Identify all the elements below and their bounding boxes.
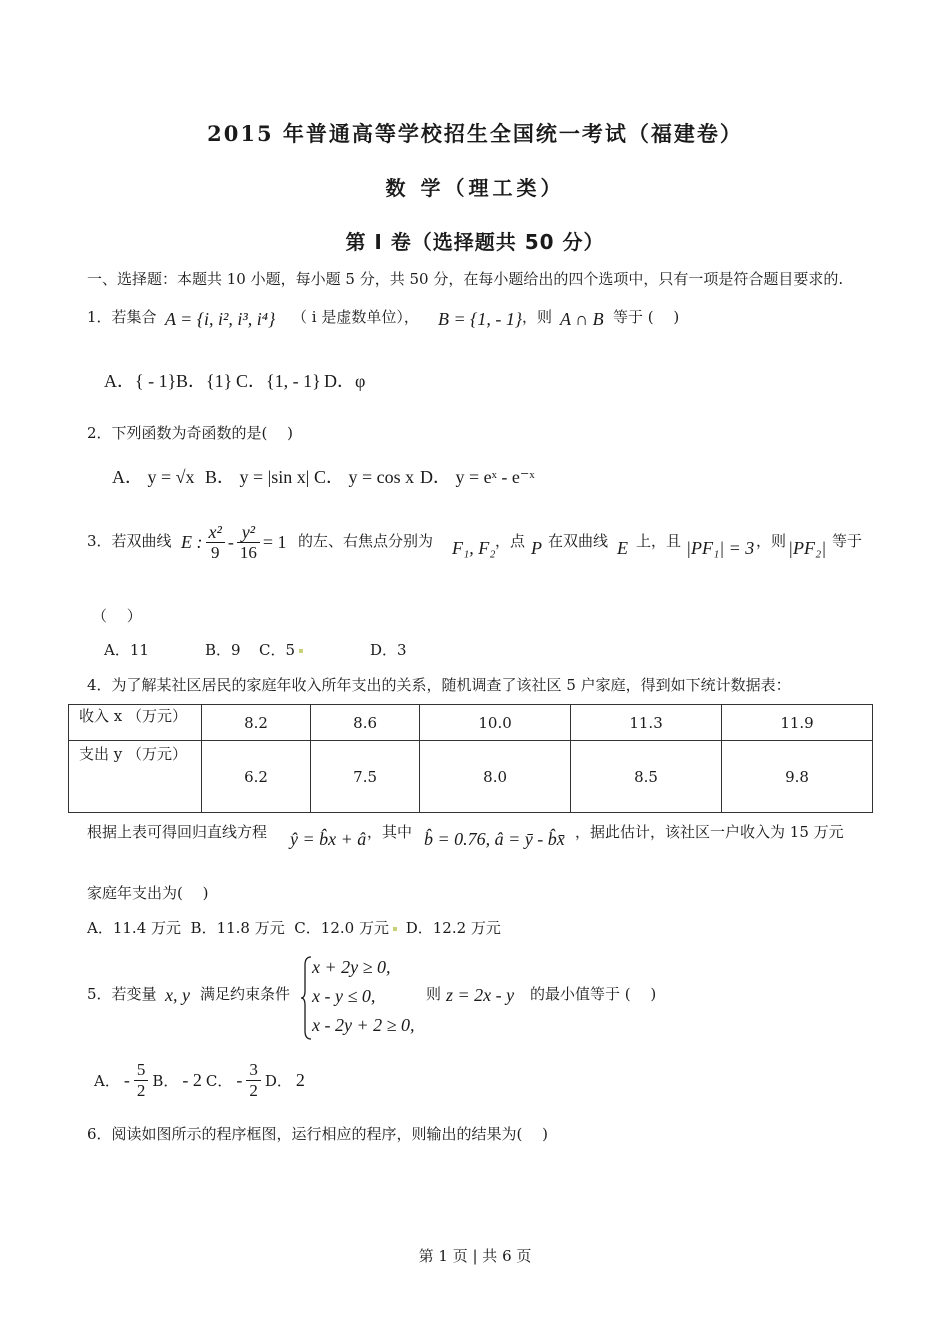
q4-stem: 4．为了解某社区居民的家庭年收入所年支出的关系，随机调查了该社区 5 户家庭，得到如下统计数据表：	[87, 676, 791, 694]
q5-constraint-2: x - y ≤ 0,	[312, 986, 376, 1006]
q5-option-a-sign: -	[123, 1070, 130, 1090]
page-footer: 第 1 页 | 共 6 页	[418, 1247, 532, 1265]
exam-title: 2015 年普通高等学校招生全国统一考试（福建卷）	[207, 121, 743, 146]
q5-options	[94, 1060, 305, 1101]
q5-option-c-sign: -	[236, 1070, 243, 1090]
income-cell: 10.0	[420, 705, 571, 741]
q3-equals-one: = 1	[262, 532, 287, 552]
q1-number: 1．若集合	[87, 308, 157, 326]
q5-option-b-label: B．	[152, 1072, 179, 1090]
q5-variables: x, y	[165, 985, 190, 1005]
q2-option-c: C． y = cos x	[314, 467, 415, 487]
q4-options	[87, 917, 501, 938]
q5-constraint-3: x - 2y + 2 ≥ 0,	[312, 1015, 415, 1035]
q4-regression-equation: ŷ = b̂x + â	[290, 829, 367, 849]
q3-foci: F₁, F₂	[452, 538, 496, 558]
exam-subject: 数 学（理工类）	[385, 176, 565, 200]
q3-paren: （ ）	[92, 607, 142, 625]
q1-note: （ i 是虚数单位），	[292, 308, 419, 326]
q1-intersection: A ∩ B	[560, 309, 604, 329]
q5-option-a-fraction	[134, 1060, 149, 1101]
q3-denominator-16: 16	[239, 543, 257, 562]
q5-option-b-value: - 2	[182, 1070, 202, 1090]
q3-condition: |PF₁| = 3	[686, 538, 755, 558]
q4-data-table	[68, 704, 873, 813]
q3-option-d: D．3	[370, 641, 407, 659]
table-row-expense	[69, 741, 873, 813]
q4-option-d: D．12.2 万元	[405, 919, 501, 937]
q3-option-a: A．11	[104, 641, 149, 659]
q5-option-d-label: D．	[264, 1072, 292, 1090]
scan-artifact-dot	[299, 649, 303, 653]
q3-point-p: P	[531, 538, 542, 558]
income-cell: 11.3	[571, 705, 722, 741]
income-cell: 8.6	[311, 705, 420, 741]
q4-option-b: B．11.8 万元	[190, 919, 285, 937]
q3-text-then: ，则	[756, 532, 787, 550]
expense-cell: 8.5	[571, 741, 722, 813]
q1-option-b: B．{1}	[176, 371, 233, 391]
row-label-expense: 支出 y （万元）	[69, 741, 202, 813]
q5-tail: 的最小值等于 ( )	[530, 985, 657, 1003]
q4-after-text-1: 根据上表可得回归直线方程	[87, 823, 268, 841]
q4-after-text-2: ，其中	[367, 823, 413, 841]
expense-cell: 8.0	[420, 741, 571, 813]
q3-text-point: ，点	[495, 532, 526, 550]
q3-minus: -	[227, 532, 234, 552]
q1-set-b: B = {1, - 1}	[438, 309, 523, 329]
q2-stem: 2．下列函数为奇函数的是( )	[87, 424, 294, 442]
q5-option-a-label: A．	[94, 1072, 120, 1090]
q3-eq-label: E :	[181, 532, 203, 552]
q5-option-c-label: C．	[205, 1072, 233, 1090]
q3-denominator-9: 9	[210, 543, 220, 562]
q5-text-constraint: 满足约束条件	[200, 985, 291, 1003]
expense-cell: 6.2	[202, 741, 311, 813]
q3-option-c-text: C．5	[259, 641, 296, 659]
q3-number: 3．若双曲线	[87, 532, 172, 550]
q3-text-on: 在双曲线	[548, 532, 609, 550]
q5-constraint-1: x + 2y ≥ 0,	[312, 957, 391, 977]
q5-then: 则	[426, 985, 442, 1003]
q1-option-a: A．{ - 1}	[104, 371, 177, 391]
q4-option-c: C．12.0 万元	[294, 919, 389, 937]
q6-stem: 6．阅读如图所示的程序框图，运行相应的程序，则输出的结果为( )	[87, 1125, 549, 1143]
q1-option-d: D．φ	[324, 371, 366, 391]
q5-number: 5．若变量	[87, 985, 157, 1003]
income-cell: 8.2	[202, 705, 311, 741]
section-intro: 一、选择题：本题共 10 小题，每小题 5 分，共 50 分，在每小题给出的四个选项中，只有一项是符合题目要求的.	[87, 270, 844, 288]
table-row-income	[69, 705, 873, 741]
q5-option-d-value: 2	[295, 1070, 305, 1090]
q3-option-b: B．9	[205, 641, 241, 659]
q5-option-c-fraction	[246, 1060, 261, 1101]
q3-text-and: 上，且	[636, 532, 682, 550]
q3-curve-e: E	[617, 538, 628, 558]
q4-after-text-3: ，据此估计，该社区一户收入为 15 万元	[575, 823, 844, 841]
q4-coefficients: b̂ = 0.76, â = ȳ - b̂x̄	[424, 829, 565, 849]
q5-option-c-denominator: 2	[249, 1081, 258, 1100]
q3-x-squared: x²	[206, 522, 225, 543]
q3-ask: |PF₂|	[788, 538, 827, 558]
q5-option-a-numerator: 5	[134, 1060, 149, 1081]
expense-cell: 9.8	[722, 741, 873, 813]
q3-fraction-x	[206, 522, 225, 563]
q3-text-foci: 的左、右焦点分别为	[298, 532, 434, 550]
q2-option-a: A． y = √x	[112, 467, 195, 487]
q1-option-c: C．{1, - 1}	[236, 371, 321, 391]
scan-artifact-dot	[393, 927, 397, 931]
q5-objective: z = 2x - y	[446, 985, 515, 1005]
q2-option-d: D． y = eˣ - e⁻ˣ	[420, 467, 535, 487]
q5-option-a-denominator: 2	[136, 1081, 146, 1100]
q2-option-b: B． y = |sin x|	[205, 467, 310, 487]
row-label-income: 收入 x （万元）	[69, 705, 202, 741]
q3-option-c	[259, 639, 307, 660]
expense-cell: 7.5	[311, 741, 420, 813]
income-cell: 11.9	[722, 705, 873, 741]
q5-option-c-numerator: 3	[246, 1060, 261, 1081]
q3-hyperbola-equation	[181, 522, 287, 563]
q1-then: ，则	[522, 308, 553, 326]
left-brace-icon	[300, 955, 312, 1041]
q3-y-squared: y²	[237, 522, 260, 543]
part-heading: 第 I 卷（选择题共 50 分）	[345, 230, 605, 254]
q3-tail: 等于	[832, 532, 863, 550]
q1-tail: 等于 ( )	[613, 308, 680, 326]
q4-option-a: A．11.4 万元	[87, 919, 181, 937]
q1-set-a: A = {i, i², i³, i⁴}	[165, 309, 276, 329]
q4-after-text-4: 家庭年支出为( )	[87, 884, 209, 902]
q3-fraction-y	[237, 522, 260, 563]
